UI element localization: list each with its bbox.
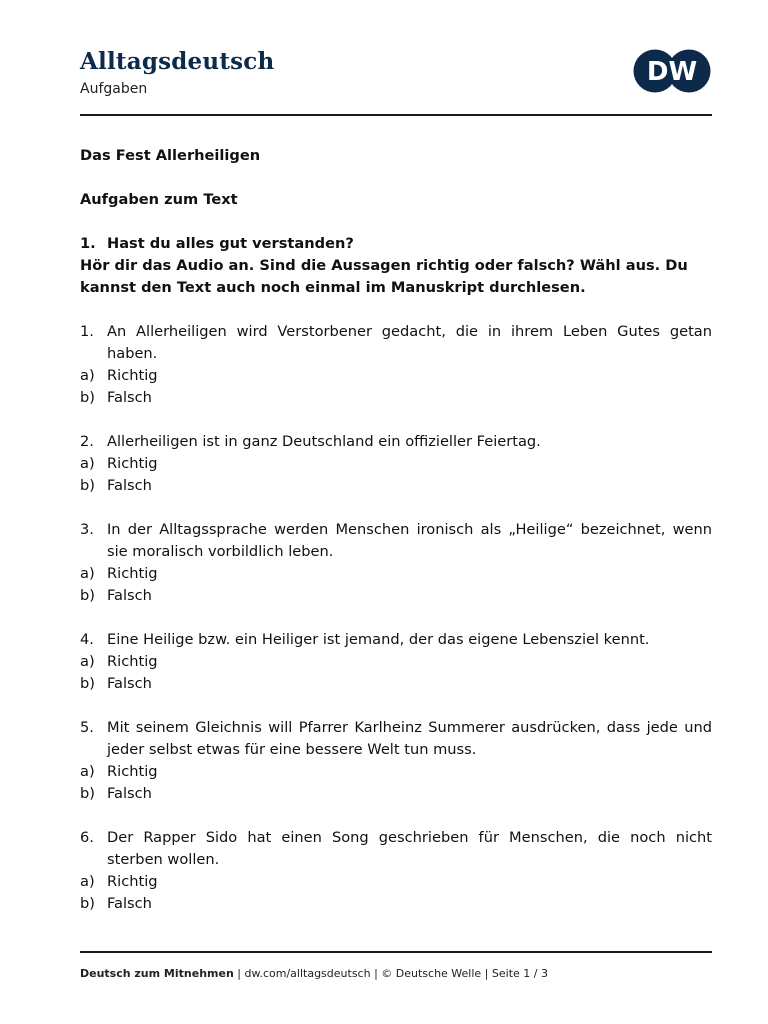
option-label: b) [80,895,95,912]
option-label: a) [80,367,95,384]
document-header [80,48,274,97]
answer-option[interactable] [80,563,712,585]
option-text: Richtig [107,763,158,780]
option-text: Richtig [107,367,158,384]
question-number: 6. [80,829,94,846]
footer-url[interactable]: dw.com/alltagsdeutsch [244,967,371,980]
answer-option[interactable] [80,871,712,893]
task-instruction: Hör dir das Audio an. Sind die Aussagen richtig oder falsch? Wähl aus. Du kannst den Text auch noch einmal im Manuskript durchlesen. [80,257,688,296]
question-number: 2. [80,433,94,450]
question-text: Eine Heilige bzw. ein Heiliger ist jemand, der das eigene Lebensziel kennt. [107,631,650,648]
answer-option[interactable] [80,673,712,695]
option-label: a) [80,455,95,472]
answer-option[interactable] [80,651,712,673]
option-text: Falsch [107,895,152,912]
task-number: 1. [80,235,96,252]
task-heading-text: Hast du alles gut verstanden? [107,235,354,252]
question-list [80,321,712,915]
option-label: a) [80,653,95,670]
question-row [80,431,712,453]
option-text: Richtig [107,455,158,472]
option-text: Falsch [107,675,152,692]
question-block [80,431,712,497]
brand-title: Alltagsdeutsch [80,48,275,75]
option-label: a) [80,565,95,582]
footer-copyright: | © Deutsche Welle | Seite 1 / 3 [370,967,548,980]
question-number: 4. [80,631,94,648]
question-block [80,629,712,695]
answer-option[interactable] [80,475,712,497]
header-subtitle: Aufgaben [80,81,148,97]
question-block [80,717,712,805]
question-block [80,321,712,409]
option-label: b) [80,785,95,802]
question-text: Der Rapper Sido hat einen Song geschrieben für Menschen, die noch nicht sterben wollen. [107,829,712,868]
option-label: a) [80,763,95,780]
option-text: Falsch [107,477,152,494]
footer-brand: Deutsch zum Mitnehmen [80,967,234,980]
worksheet-body [80,145,712,915]
option-text: Falsch [107,785,152,802]
option-text: Falsch [107,389,152,406]
section-heading: Aufgaben zum Text [80,191,238,208]
answer-option[interactable] [80,761,712,783]
question-number: 5. [80,719,94,736]
question-text: Mit seinem Gleichnis will Pfarrer Karlheinz Summerer ausdrücken, dass jede und jeder selbst etwas für eine bessere Welt tun muss. [107,719,712,758]
answer-option[interactable] [80,365,712,387]
page-title: Das Fest Allerheiligen [80,147,261,164]
question-text: An Allerheiligen wird Verstorbener gedacht, die in ihrem Leben Gutes getan haben. [107,323,712,362]
question-row [80,827,712,871]
option-label: b) [80,675,95,692]
answer-option[interactable] [80,783,712,805]
question-block [80,519,712,607]
footer-divider [80,951,712,953]
option-text: Richtig [107,565,158,582]
dw-logo [632,48,712,94]
task-heading [80,233,712,255]
question-number: 3. [80,521,94,538]
question-row [80,321,712,365]
question-row [80,519,712,563]
question-text: Allerheiligen ist in ganz Deutschland ein offizieller Feiertag. [107,433,541,450]
question-row [80,717,712,761]
footer-separator: | [233,967,245,980]
answer-option[interactable] [80,893,712,915]
question-row [80,629,712,651]
option-label: b) [80,389,95,406]
question-text: In der Alltagssprache werden Menschen ironisch als „Heilige“ bezeichnet, wenn sie moralisch vorbildlich leben. [107,521,712,560]
option-text: Falsch [107,587,152,604]
option-text: Richtig [107,653,158,670]
logo-text: DW [646,57,698,87]
option-label: b) [80,587,95,604]
page-footer [80,967,548,980]
question-number: 1. [80,323,94,340]
answer-option[interactable] [80,387,712,409]
answer-option[interactable] [80,453,712,475]
header-divider [80,114,712,116]
option-label: b) [80,477,95,494]
question-block [80,827,712,915]
answer-option[interactable] [80,585,712,607]
option-label: a) [80,873,95,890]
option-text: Richtig [107,873,158,890]
